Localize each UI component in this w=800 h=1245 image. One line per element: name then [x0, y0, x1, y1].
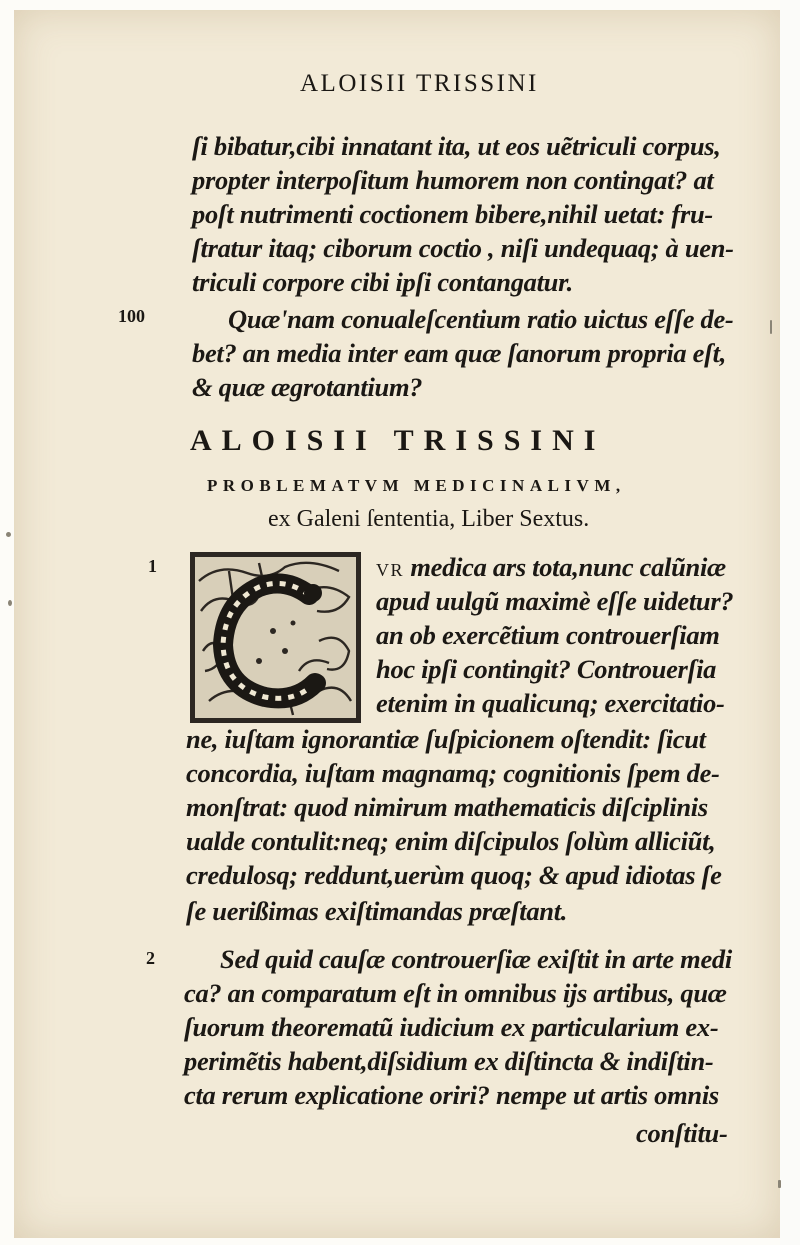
text-line: triculi corpore cibi ipſi contangatur. [192, 267, 573, 297]
book-author: ALOISII TRISSINI [190, 424, 606, 457]
running-head: ALOISII TRISSINI [300, 70, 539, 97]
text-line: etenim in qualicunq; exercitatio- [376, 688, 725, 718]
text-line: propter interpoſitum humorem non contingat? at [192, 165, 714, 195]
text-line: ne, iuſtam ignorantiæ ſuſpicionem oſtendit: ſicut [186, 724, 706, 754]
text-line: concordia, iuſtam magnamq; cognitionis ſpem de- [186, 758, 720, 788]
initial-smallcaps: VR [376, 560, 405, 580]
text-line: ſi bibatur,cibi innatant ita, ut eos uẽtriculi corpus, [192, 131, 721, 161]
decorated-initial-c [189, 551, 362, 724]
book-source: ex Galeni ſententia, Liber Sextus. [268, 506, 590, 532]
paper-speck [8, 600, 12, 606]
text-line: & quæ ægrotantium? [192, 372, 423, 402]
text-line: an ob exercẽtium controuerſiam [376, 620, 720, 650]
text-line: credulosq; reddunt,uerùm quoq; & apud idiotas ſe [186, 860, 722, 890]
book-subtitle: PROBLEMATVM MEDICINALIVM, [207, 476, 626, 495]
text-line: hoc ipſi contingit? Controuerſia [376, 654, 717, 684]
text-line: bet? an media inter eam quæ ſanorum propria eſt, [192, 338, 727, 368]
scan-margin [780, 0, 800, 1245]
text-line: apud uulgũ maximè eſſe uidetur? [376, 586, 734, 616]
text-line: cta rerum explicatione oriri? nempe ut artis omnis [184, 1080, 719, 1110]
catchword: conſtitu- [636, 1118, 728, 1148]
paper-speck [6, 532, 11, 537]
text-span: medica ars tota,nunc calũniæ [404, 552, 726, 582]
margin-number-2: 2 [146, 948, 155, 968]
text-line: ſtratur itaq; ciborum coctio , niſi undequaq; à uen- [192, 233, 734, 263]
text-line: ſe uerißimas exiſtimandas præſtant. [186, 896, 568, 926]
text-line: monſtrat: quod nimirum mathematicis diſciplinis [186, 792, 708, 822]
text-line [376, 552, 726, 583]
text-line: ca? an comparatum eſt in omnibus ijs artibus, quæ [184, 978, 727, 1008]
text-line: poſt nutrimenti coctionem bibere,nihil uetat: fru- [192, 199, 713, 229]
text-line: ualde contulit:neq; enim diſcipulos ſolùm alliciũt, [186, 826, 716, 856]
paper-speck [778, 1180, 781, 1188]
text-line: ſuorum theorematũ iudicium ex particularium ex- [184, 1012, 719, 1042]
text-line: Quæ'nam conualeſcentium ratio uictus eſſe de- [228, 304, 734, 334]
margin-number-100: 100 [118, 306, 145, 326]
text-line: perimẽtis habent,diſsidium ex diſtincta & indiſtin- [184, 1046, 714, 1076]
text-line: Sed quid cauſæ controuerſiæ exiſtit in arte medi [220, 944, 732, 974]
margin-number-1: 1 [148, 556, 157, 576]
paper-speck [770, 320, 772, 334]
